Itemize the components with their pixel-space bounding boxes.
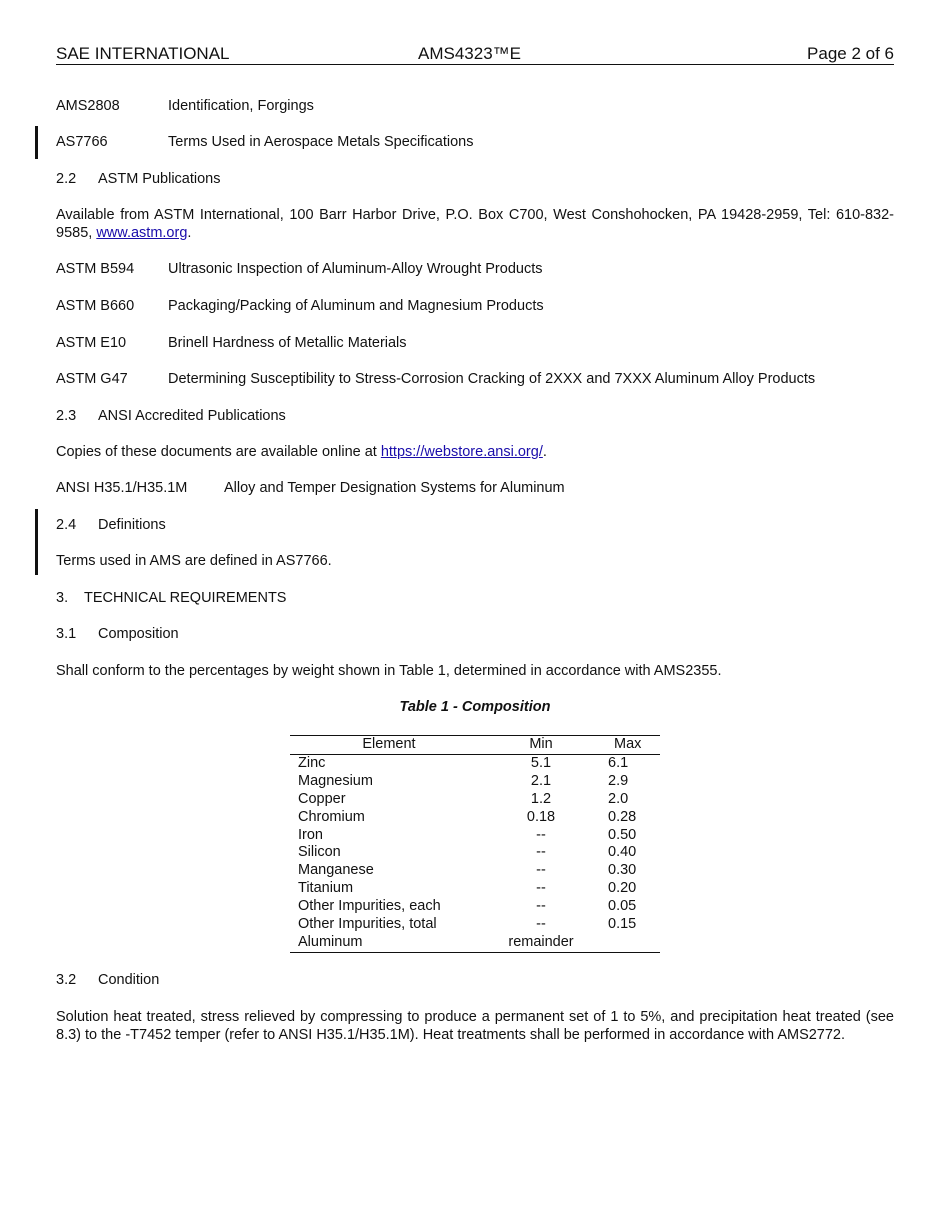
section-number: 3. <box>56 590 69 606</box>
cell-max: 0.50 <box>608 826 637 843</box>
reference-code: AS7766 <box>56 134 108 150</box>
table-row <box>290 880 660 898</box>
reference-entry <box>56 134 473 150</box>
cell-min: 5.1 <box>530 754 552 771</box>
cell-element: Manganese <box>298 862 374 879</box>
cell-element: Titanium <box>298 880 354 897</box>
table-row <box>290 827 660 845</box>
cell-element: Other Impurities, each <box>298 898 441 915</box>
cell-max: 0.28 <box>608 808 637 825</box>
table-row <box>290 916 660 934</box>
composition-table <box>290 735 660 953</box>
cell-element: Other Impurities, total <box>298 916 437 933</box>
ansi-availability-paragraph <box>56 444 547 460</box>
cell-max: 0.15 <box>608 916 637 933</box>
table-row <box>290 934 660 952</box>
reference-code: ASTM B660 <box>56 298 135 314</box>
reference-title: Identification, Forgings <box>168 98 314 114</box>
cell-max: 2.9 <box>608 772 629 789</box>
page-header <box>56 44 894 65</box>
section-title: ANSI Accredited Publications <box>98 408 286 424</box>
reference-title: Determining Susceptibility to Stress-Corrosion Cracking of 2XXX and 7XXX Aluminum Alloy Products <box>168 371 816 387</box>
reference-entry <box>56 261 542 277</box>
section-heading-3 <box>56 590 286 606</box>
cell-element: Aluminum <box>298 933 363 950</box>
astm-website-link[interactable]: www.astm.org <box>96 224 188 241</box>
astm-intro-text: Available from ASTM International, 100 Barr Harbor Drive, P.O. Box C700, West Conshohocken, PA 19428-2959, Tel: 610-832-9585, <box>56 207 894 241</box>
section-title: Composition <box>98 626 179 642</box>
cell-element: Chromium <box>298 808 365 825</box>
section-number: 2.3 <box>56 408 77 424</box>
section-heading-2-2 <box>56 171 221 187</box>
section-title: ASTM Publications <box>98 171 221 187</box>
revision-change-bar <box>35 509 38 575</box>
section-number: 2.4 <box>56 517 77 533</box>
table-row <box>290 844 660 862</box>
section-title: Condition <box>98 972 160 988</box>
reference-title: Ultrasonic Inspection of Aluminum-Alloy Wrought Products <box>168 261 543 277</box>
astm-availability-paragraph <box>56 207 894 242</box>
cell-max: 0.30 <box>608 862 637 879</box>
header-page-number: Page 2 of 6 <box>807 44 894 63</box>
section-heading-2-4 <box>56 517 166 533</box>
revision-change-bar <box>35 126 38 159</box>
section-heading-2-3 <box>56 408 286 424</box>
table-row <box>290 773 660 791</box>
table-header-row <box>290 736 660 755</box>
cell-min: 2.1 <box>530 772 552 789</box>
header-org: SAE INTERNATIONAL <box>56 44 230 63</box>
reference-entry <box>56 480 565 496</box>
condition-paragraph: Solution heat treated, stress relieved by compressing to produce a permanent set of 1 to 5%, and precipitation heat treated (see 8.3) to the -T7452 temper (refer to ANSI H35.1/H35.1M). Heat treatments shall be performed in accordance with AMS2772. <box>56 1009 894 1043</box>
reference-code: ASTM B594 <box>56 261 135 277</box>
cell-min: 0.18 <box>526 808 556 825</box>
header-doc-id: AMS4323™E <box>418 44 521 63</box>
section-number: 3.1 <box>56 626 77 642</box>
reference-entry <box>56 98 314 114</box>
ansi-webstore-link[interactable]: https://webstore.ansi.org/ <box>380 444 543 460</box>
column-header-element: Element <box>362 736 416 752</box>
cell-min: -- <box>536 898 546 915</box>
reference-title: Packaging/Packing of Aluminum and Magnesium Products <box>168 298 544 314</box>
reference-code: ANSI H35.1/H35.1M <box>56 480 188 496</box>
cell-min: -- <box>536 916 546 933</box>
reference-title: Brinell Hardness of Metallic Materials <box>168 335 407 351</box>
table-row <box>290 862 660 880</box>
section-number: 3.2 <box>56 972 77 988</box>
cell-min: -- <box>536 826 546 843</box>
ansi-intro-text: Copies of these documents are available online at <box>56 444 381 460</box>
cell-max <box>594 934 660 952</box>
cell-min: remainder <box>508 933 574 950</box>
table-caption: Table 1 - Composition <box>399 699 551 715</box>
cell-min: 1.2 <box>530 790 552 807</box>
composition-text: Shall conform to the percentages by weight shown in Table 1, determined in accordance with AMS2355. <box>56 663 722 679</box>
cell-max: 2.0 <box>608 790 629 807</box>
reference-code: AMS2808 <box>56 98 120 114</box>
cell-max: 6.1 <box>608 754 629 771</box>
section-heading-3-2 <box>56 972 159 988</box>
cell-min: -- <box>536 844 546 861</box>
cell-max: 0.20 <box>608 880 637 897</box>
reference-entry <box>56 371 815 387</box>
column-header-max: Max <box>614 736 642 752</box>
cell-max: 0.05 <box>608 898 637 915</box>
section-heading-3-1 <box>56 626 179 642</box>
reference-entry <box>56 335 407 351</box>
definitions-text: Terms used in AMS are defined in AS7766. <box>56 553 332 569</box>
reference-entry <box>56 298 544 314</box>
reference-title: Alloy and Temper Designation Systems for Aluminum <box>224 480 565 496</box>
cell-min: -- <box>536 862 546 879</box>
table-row <box>290 898 660 916</box>
punctuation: . <box>187 224 192 241</box>
section-title: TECHNICAL REQUIREMENTS <box>84 590 287 606</box>
cell-element: Silicon <box>298 844 341 861</box>
reference-title: Terms Used in Aerospace Metals Specifications <box>168 134 474 150</box>
table-row <box>290 809 660 827</box>
reference-code: ASTM E10 <box>56 335 127 351</box>
cell-element: Zinc <box>298 754 326 771</box>
cell-min: -- <box>536 880 546 897</box>
table-row <box>290 791 660 809</box>
section-title: Definitions <box>98 517 166 533</box>
cell-element: Iron <box>298 826 323 843</box>
reference-code: ASTM G47 <box>56 371 128 387</box>
cell-element: Magnesium <box>298 772 373 789</box>
punctuation: . <box>542 444 547 460</box>
table-body <box>290 754 660 952</box>
table-row <box>290 754 660 772</box>
cell-element: Copper <box>298 790 346 807</box>
cell-max: 0.40 <box>608 844 637 861</box>
section-number: 2.2 <box>56 171 77 187</box>
column-header-min: Min <box>529 736 553 752</box>
